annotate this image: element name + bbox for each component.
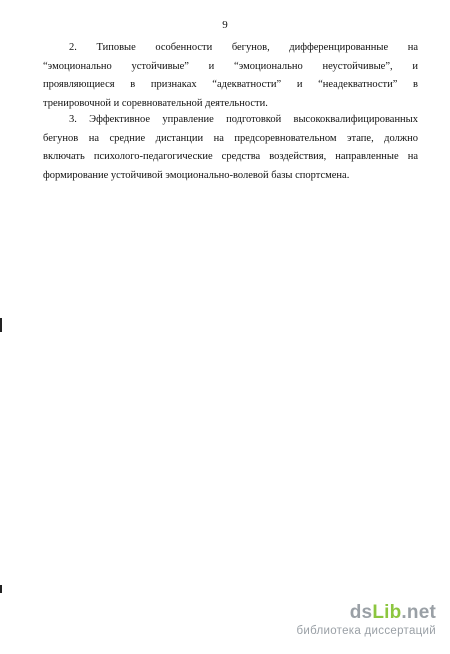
- paragraph-line: бегунов на средние дистанции на предсоревновательном этапе, должно: [43, 132, 418, 144]
- paragraph-line: тренировочной и соревновательной деятельности.: [43, 97, 268, 109]
- scan-edge-mark: [0, 318, 2, 332]
- watermark-tagline: библиотека диссертаций: [296, 625, 436, 637]
- watermark-logo-part: ds: [349, 602, 373, 623]
- paragraph-line: “эмоционально устойчивые” и “эмоционально неустойчивые”, и: [43, 60, 418, 72]
- page-number: 9: [222, 19, 228, 31]
- paragraph-line: включать психолого-педагогические средства воздействия, направленные на: [43, 151, 418, 162]
- paragraph-2: [43, 39, 418, 113]
- paragraph-line: 3. Эффективное управление подготовкой высококвалифицированных: [69, 114, 418, 125]
- scan-edge-mark: [0, 585, 2, 593]
- paragraph-line: 2. Типовые особенности бегунов, дифференцированные на: [69, 42, 418, 53]
- watermark-logo: [296, 602, 436, 624]
- watermark: [296, 602, 436, 638]
- watermark-logo-part: Lib: [372, 602, 402, 623]
- paragraph-3: [43, 111, 418, 185]
- paragraph-line: проявляющиеся в признаках “адекватности” и “неадекватности” в: [43, 79, 418, 90]
- watermark-logo-part: .net: [401, 602, 436, 623]
- paragraph-line: формирование устойчивой эмоционально-волевой базы спортсмена.: [43, 169, 350, 181]
